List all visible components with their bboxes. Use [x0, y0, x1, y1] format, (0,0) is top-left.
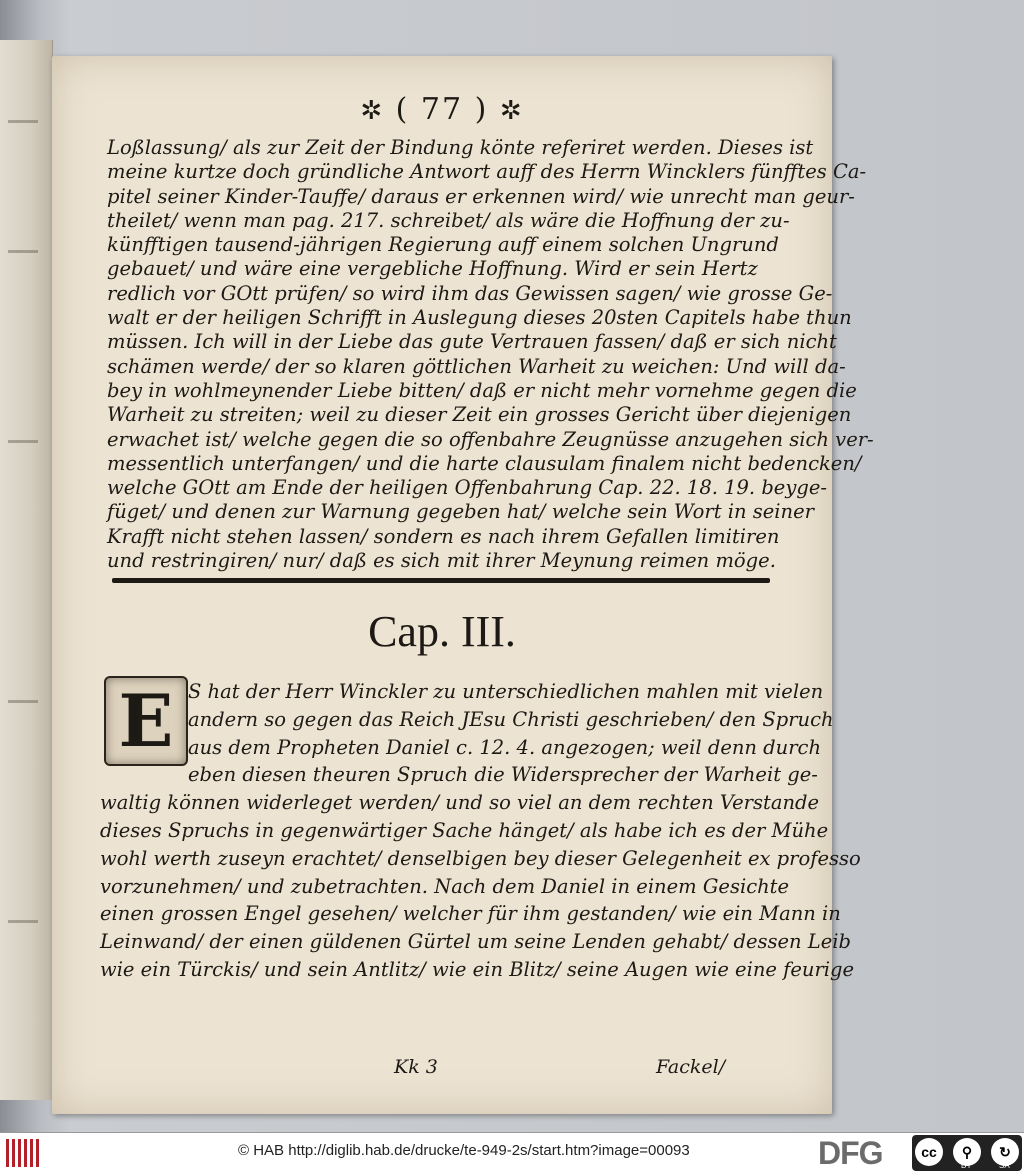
text-line: Warheit zu streiten; weil zu dieser Zeit ein grosses Gericht über diejenigen: [107, 403, 852, 427]
text-line: gebauet/ und wäre eine vergebliche Hoffnung. Wird er sein Hertz: [107, 257, 758, 281]
catchline: [52, 1056, 832, 1084]
text-line: Loßlassung/ als zur Zeit der Bindung könte referiret werden. Dieses ist: [107, 136, 814, 159]
ornament-left-icon: ✲: [360, 96, 385, 126]
text-line: wohl werth zuseyn erachtet/ denselbigen bey dieser Gelegenheit ex professo: [100, 846, 861, 870]
ornament-right-icon: ✲: [499, 96, 524, 126]
text-line: und restringiren/ nur/ daß es sich mit ihrer Meynung reimen möge.: [107, 549, 776, 573]
text-line: meine kurtze doch gründliche Antwort auff des Herrn Wincklers fünfftes Ca-: [107, 160, 867, 184]
text-line: schämen werde/ der so klaren göttlichen Warheit zu weichen: Und will da-: [107, 354, 846, 378]
text-line: S hat der Herr Winckler zu unterschiedlichen mahlen mit vielen: [188, 680, 824, 703]
text-line: füget/ und denen zur Warnung gegeben hat/ welche sein Wort in seiner: [107, 500, 814, 524]
decorated-initial: E: [104, 676, 188, 766]
text-line: Krafft nicht stehen lassen/ sondern es nach ihrem Gefallen limitiren: [107, 524, 780, 548]
text-line: einen grossen Engel gesehen/ welcher für ihm gestanden/ wie ein Mann in: [100, 902, 841, 926]
edge-mark: [8, 920, 38, 923]
text-line: dieses Spruchs in gegenwärtiger Sache hänget/ als habe ich es der Mühe: [100, 818, 829, 842]
text-line: künfftigen tausend-jährigen Regierung auff einem solchen Ungrund: [107, 233, 779, 257]
edge-mark: [8, 440, 38, 443]
text-line: waltig können widerleget werden/ und so viel an dem rechten Verstande: [100, 791, 820, 815]
chapter-text: [100, 678, 861, 984]
cc-icon: cc: [915, 1138, 943, 1166]
text-line: müssen. Ich will in der Liebe das gute Vertrauen fassen/ daß er sich nicht: [107, 330, 837, 354]
source-link[interactable]: © HAB http://diglib.hab.de/drucke/te-949-2s/start.htm?image=00093: [238, 1142, 690, 1159]
text-line: erwachet ist/ welche gegen die so offenbahre Zeugnüsse anzugehen sich ver-: [107, 427, 874, 451]
edge-mark: [8, 250, 38, 253]
text-line: walt er der heiligen Schrifft in Auslegung dieses 20sten Capitels habe thun: [107, 306, 852, 330]
text-line: aus dem Propheten Daniel c. 12. 4. angezogen; weil denn durch: [188, 735, 822, 759]
text-line: redlich vor GOtt prüfen/ so wird ihm das Gewissen sagen/ wie grosse Ge-: [107, 281, 833, 305]
page-number: ( 77 ): [395, 92, 489, 127]
text-line: andern so gegen das Reich JEsu Christi geschrieben/ den Spruch: [188, 707, 834, 731]
text-line: wie ein Türckis/ und sein Antlitz/ wie ein Blitz/ seine Augen wie eine feurige: [100, 957, 855, 981]
text-line: Leinwand/ der einen güldenen Gürtel um seine Lenden gehabt/ dessen Leib: [100, 930, 852, 954]
license-sa-label: SA: [999, 1161, 1010, 1170]
edge-mark: [8, 120, 38, 123]
text-line: bey in wohlmeynender Liebe bitten/ daß er nicht mehr vornehme gegen die: [107, 378, 857, 402]
viewer-footer: [0, 1132, 1024, 1173]
section-divider: [112, 578, 770, 583]
text-line: welche GOtt am Ende der heiligen Offenbahrung Cap. 22. 18. 19. beyge-: [107, 476, 827, 500]
signature-mark: Kk 3: [394, 1056, 438, 1078]
dfg-logo: DFG: [818, 1135, 883, 1171]
book-page: [52, 56, 874, 1114]
page-header: [52, 92, 832, 127]
barcode-icon: [6, 1139, 42, 1167]
text-line: pitel seiner Kinder-Tauffe/ daraus er erkennen wird/ wie unrecht man geur-: [107, 184, 855, 208]
catchword: Fackel/: [656, 1056, 726, 1078]
license-badge[interactable]: [912, 1135, 1022, 1171]
adjacent-page-edge: [0, 40, 53, 1100]
text-line: messentlich unterfangen/ und die harte clausulam finalem nicht bedencken/: [107, 451, 862, 475]
body-text: [107, 136, 874, 573]
license-by-label: BY: [961, 1161, 972, 1170]
share-alike-icon: ↻: [991, 1138, 1019, 1166]
text-line: eben diesen theuren Spruch die Widersprecher der Warheit ge-: [188, 763, 818, 787]
chapter-title: Cap. III.: [368, 607, 516, 656]
text-line: theilet/ wenn man pag. 217. schreibet/ als wäre die Hoffnung der zu-: [107, 208, 790, 232]
text-line: vorzunehmen/ und zubetrachten. Nach dem Daniel in einem Gesichte: [100, 874, 790, 898]
person-icon: ⚲: [953, 1138, 981, 1166]
edge-mark: [8, 700, 38, 703]
